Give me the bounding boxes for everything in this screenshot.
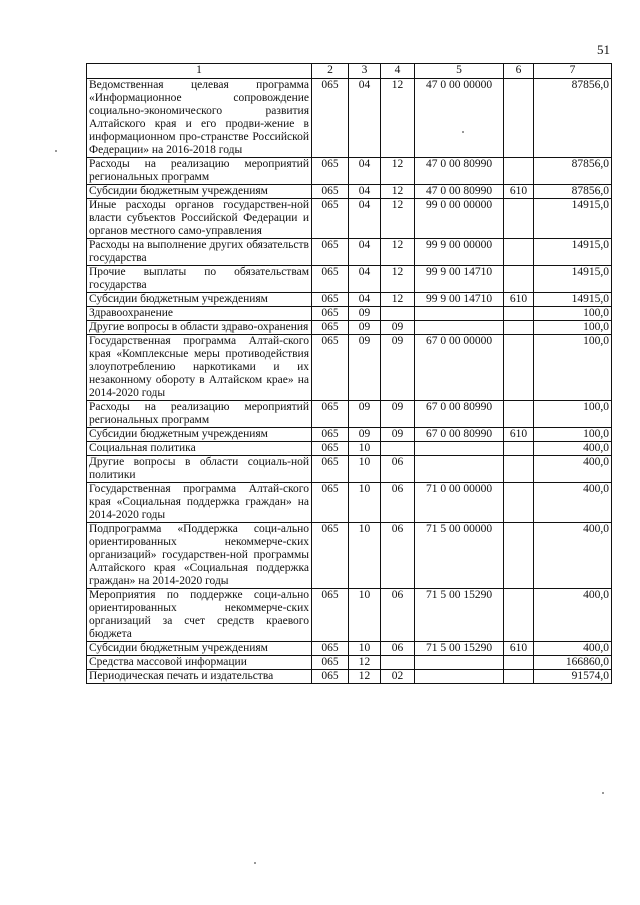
amount-cell: 14915,0: [534, 293, 612, 307]
ministry-code-cell: 065: [312, 428, 349, 442]
expense-type-cell: [504, 670, 534, 684]
row-name-cell: Подпрограмма «Поддержка соци-ально ориентированных некоммерче-ских организаций» государствен-ной программы Алтайского края «Социальная поддержка граждан» на 2014-2020 годы: [87, 523, 312, 589]
target-article-cell: [415, 442, 504, 456]
header-col-1: 1: [87, 64, 312, 79]
table-row: [87, 266, 612, 293]
target-article-cell: 67 0 00 80990: [415, 401, 504, 428]
ministry-code-cell: 065: [312, 321, 349, 335]
subsection-code-cell: 06: [381, 483, 415, 523]
target-article-cell: 47 0 00 80990: [415, 158, 504, 185]
subsection-code-cell: 09: [381, 428, 415, 442]
expense-type-cell: [504, 335, 534, 401]
amount-cell: 400,0: [534, 642, 612, 656]
amount-cell: 400,0: [534, 483, 612, 523]
amount-cell: 400,0: [534, 442, 612, 456]
subsection-code-cell: 06: [381, 523, 415, 589]
subsection-code-cell: 12: [381, 199, 415, 239]
header-col-5: 5: [415, 64, 504, 79]
scan-speck: [254, 862, 256, 864]
target-article-cell: 71 0 00 00000: [415, 483, 504, 523]
table-row: [87, 321, 612, 335]
row-name-cell: Другие вопросы в области социаль-ной политики: [87, 456, 312, 483]
target-article-cell: [415, 307, 504, 321]
row-name-cell: Субсидии бюджетным учреждениям: [87, 293, 312, 307]
table-row: [87, 335, 612, 401]
amount-cell: 400,0: [534, 523, 612, 589]
amount-cell: 87856,0: [534, 79, 612, 158]
target-article-cell: 99 9 00 14710: [415, 266, 504, 293]
table-row: [87, 293, 612, 307]
target-article-cell: [415, 321, 504, 335]
amount-cell: 91574,0: [534, 670, 612, 684]
ministry-code-cell: 065: [312, 442, 349, 456]
section-code-cell: 04: [349, 79, 381, 158]
table-body: [87, 79, 612, 684]
table-row: [87, 79, 612, 158]
ministry-code-cell: 065: [312, 589, 349, 642]
ministry-code-cell: 065: [312, 401, 349, 428]
target-article-cell: 47 0 00 80990: [415, 185, 504, 199]
section-code-cell: 09: [349, 307, 381, 321]
row-name-cell: Расходы на реализацию мероприятий региональных программ: [87, 401, 312, 428]
ministry-code-cell: 065: [312, 642, 349, 656]
table-row: [87, 589, 612, 642]
section-code-cell: 09: [349, 335, 381, 401]
subsection-code-cell: 06: [381, 456, 415, 483]
target-article-cell: [415, 456, 504, 483]
subsection-code-cell: 12: [381, 79, 415, 158]
section-code-cell: 10: [349, 456, 381, 483]
ministry-code-cell: 065: [312, 523, 349, 589]
expense-type-cell: [504, 307, 534, 321]
target-article-cell: 47 0 00 00000: [415, 79, 504, 158]
row-name-cell: Субсидии бюджетным учреждениям: [87, 185, 312, 199]
page-number: 51: [597, 42, 610, 57]
table-row: [87, 185, 612, 199]
row-name-cell: Прочие выплаты по обязательствам государства: [87, 266, 312, 293]
section-code-cell: 10: [349, 642, 381, 656]
section-code-cell: 10: [349, 523, 381, 589]
subsection-code-cell: 02: [381, 670, 415, 684]
subsection-code-cell: 12: [381, 293, 415, 307]
section-code-cell: 04: [349, 158, 381, 185]
ministry-code-cell: 065: [312, 79, 349, 158]
ministry-code-cell: 065: [312, 199, 349, 239]
target-article-cell: 67 0 00 80990: [415, 428, 504, 442]
section-code-cell: 09: [349, 321, 381, 335]
row-name-cell: Государственная программа Алтай-ского края «Комплексные меры противодействия злоупотреблению наркотиками и их незаконному обороту в Алтайском крае» на 2014-2020 годы: [87, 335, 312, 401]
amount-cell: 100,0: [534, 401, 612, 428]
table-row: [87, 442, 612, 456]
amount-cell: 14915,0: [534, 239, 612, 266]
expense-type-cell: [504, 266, 534, 293]
section-code-cell: 09: [349, 401, 381, 428]
expense-type-cell: [504, 442, 534, 456]
row-name-cell: Социальная политика: [87, 442, 312, 456]
row-name-cell: Периодическая печать и издательства: [87, 670, 312, 684]
row-name-cell: Расходы на реализацию мероприятий региональных программ: [87, 158, 312, 185]
table-row: [87, 523, 612, 589]
header-col-4: 4: [381, 64, 415, 79]
expense-type-cell: [504, 656, 534, 670]
expense-type-cell: 610: [504, 642, 534, 656]
ministry-code-cell: 065: [312, 293, 349, 307]
budget-table: [86, 63, 612, 684]
row-name-cell: Иные расходы органов государствен-ной власти субъектов Российской Федерации и органов местного само-управления: [87, 199, 312, 239]
expense-type-cell: 610: [504, 428, 534, 442]
section-code-cell: 09: [349, 428, 381, 442]
header-col-6: 6: [504, 64, 534, 79]
amount-cell: 100,0: [534, 307, 612, 321]
expense-type-cell: 610: [504, 185, 534, 199]
expense-type-cell: [504, 589, 534, 642]
target-article-cell: 67 0 00 00000: [415, 335, 504, 401]
ministry-code-cell: 065: [312, 670, 349, 684]
expense-type-cell: [504, 79, 534, 158]
amount-cell: 14915,0: [534, 199, 612, 239]
table-row: [87, 239, 612, 266]
section-code-cell: 04: [349, 199, 381, 239]
table-row: [87, 642, 612, 656]
scan-speck: [55, 150, 57, 152]
row-name-cell: Средства массовой информации: [87, 656, 312, 670]
section-code-cell: 04: [349, 239, 381, 266]
row-name-cell: Здравоохранение: [87, 307, 312, 321]
expense-type-cell: [504, 239, 534, 266]
subsection-code-cell: 12: [381, 266, 415, 293]
amount-cell: 100,0: [534, 321, 612, 335]
expense-type-cell: [504, 321, 534, 335]
target-article-cell: [415, 670, 504, 684]
table-header-row: [87, 64, 612, 79]
table-row: [87, 158, 612, 185]
target-article-cell: 71 5 00 15290: [415, 642, 504, 656]
row-name-cell: Мероприятия по поддержке соци-ально ориентированных некоммерче-ских организаций за счет средств краевого бюджета: [87, 589, 312, 642]
subsection-code-cell: [381, 442, 415, 456]
scan-speck: [602, 792, 604, 794]
subsection-code-cell: 09: [381, 401, 415, 428]
section-code-cell: 12: [349, 670, 381, 684]
ministry-code-cell: 065: [312, 483, 349, 523]
subsection-code-cell: 12: [381, 185, 415, 199]
row-name-cell: Субсидии бюджетным учреждениям: [87, 428, 312, 442]
ministry-code-cell: 065: [312, 656, 349, 670]
expense-type-cell: [504, 401, 534, 428]
subsection-code-cell: 12: [381, 158, 415, 185]
table-row: [87, 428, 612, 442]
header-col-7: 7: [534, 64, 612, 79]
row-name-cell: Ведомственная целевая программа «Информационное сопровождение социально-экономического развития Алтайского края и его продви-жение в информационном про-странстве Российской Федерации» на 2016-2018 годы: [87, 79, 312, 158]
amount-cell: 400,0: [534, 456, 612, 483]
table-row: [87, 483, 612, 523]
table-row: [87, 199, 612, 239]
ministry-code-cell: 065: [312, 307, 349, 321]
expense-type-cell: [504, 523, 534, 589]
target-article-cell: 71 5 00 15290: [415, 589, 504, 642]
target-article-cell: 99 0 00 00000: [415, 199, 504, 239]
ministry-code-cell: 065: [312, 239, 349, 266]
table-row: [87, 456, 612, 483]
row-name-cell: Государственная программа Алтай-ского края «Социальная поддержка граждан» на 2014-2020 годы: [87, 483, 312, 523]
row-name-cell: Расходы на выполнение других обязательств государства: [87, 239, 312, 266]
amount-cell: 100,0: [534, 335, 612, 401]
section-code-cell: 10: [349, 442, 381, 456]
ministry-code-cell: 065: [312, 185, 349, 199]
amount-cell: 14915,0: [534, 266, 612, 293]
table-row: [87, 670, 612, 684]
subsection-code-cell: [381, 656, 415, 670]
subsection-code-cell: 09: [381, 321, 415, 335]
subsection-code-cell: [381, 307, 415, 321]
amount-cell: 87856,0: [534, 185, 612, 199]
expense-type-cell: 610: [504, 293, 534, 307]
amount-cell: 100,0: [534, 428, 612, 442]
table-row: [87, 656, 612, 670]
target-article-cell: [415, 656, 504, 670]
section-code-cell: 10: [349, 589, 381, 642]
target-article-cell: 99 9 00 14710: [415, 293, 504, 307]
row-name-cell: Другие вопросы в области здраво-охранения: [87, 321, 312, 335]
subsection-code-cell: 06: [381, 642, 415, 656]
amount-cell: 166860,0: [534, 656, 612, 670]
ministry-code-cell: 065: [312, 335, 349, 401]
section-code-cell: 10: [349, 483, 381, 523]
ministry-code-cell: 065: [312, 456, 349, 483]
subsection-code-cell: 12: [381, 239, 415, 266]
section-code-cell: 04: [349, 185, 381, 199]
ministry-code-cell: 065: [312, 158, 349, 185]
table-row: [87, 401, 612, 428]
ministry-code-cell: 065: [312, 266, 349, 293]
subsection-code-cell: 09: [381, 335, 415, 401]
expense-type-cell: [504, 456, 534, 483]
expense-type-cell: [504, 158, 534, 185]
expense-type-cell: [504, 483, 534, 523]
section-code-cell: 04: [349, 266, 381, 293]
target-article-cell: 71 5 00 00000: [415, 523, 504, 589]
section-code-cell: 04: [349, 293, 381, 307]
amount-cell: 400,0: [534, 589, 612, 642]
table-row: [87, 307, 612, 321]
header-col-3: 3: [349, 64, 381, 79]
subsection-code-cell: 06: [381, 589, 415, 642]
section-code-cell: 12: [349, 656, 381, 670]
row-name-cell: Субсидии бюджетным учреждениям: [87, 642, 312, 656]
header-col-2: 2: [312, 64, 349, 79]
amount-cell: 87856,0: [534, 158, 612, 185]
expense-type-cell: [504, 199, 534, 239]
target-article-cell: 99 9 00 00000: [415, 239, 504, 266]
scan-speck: [462, 131, 464, 133]
